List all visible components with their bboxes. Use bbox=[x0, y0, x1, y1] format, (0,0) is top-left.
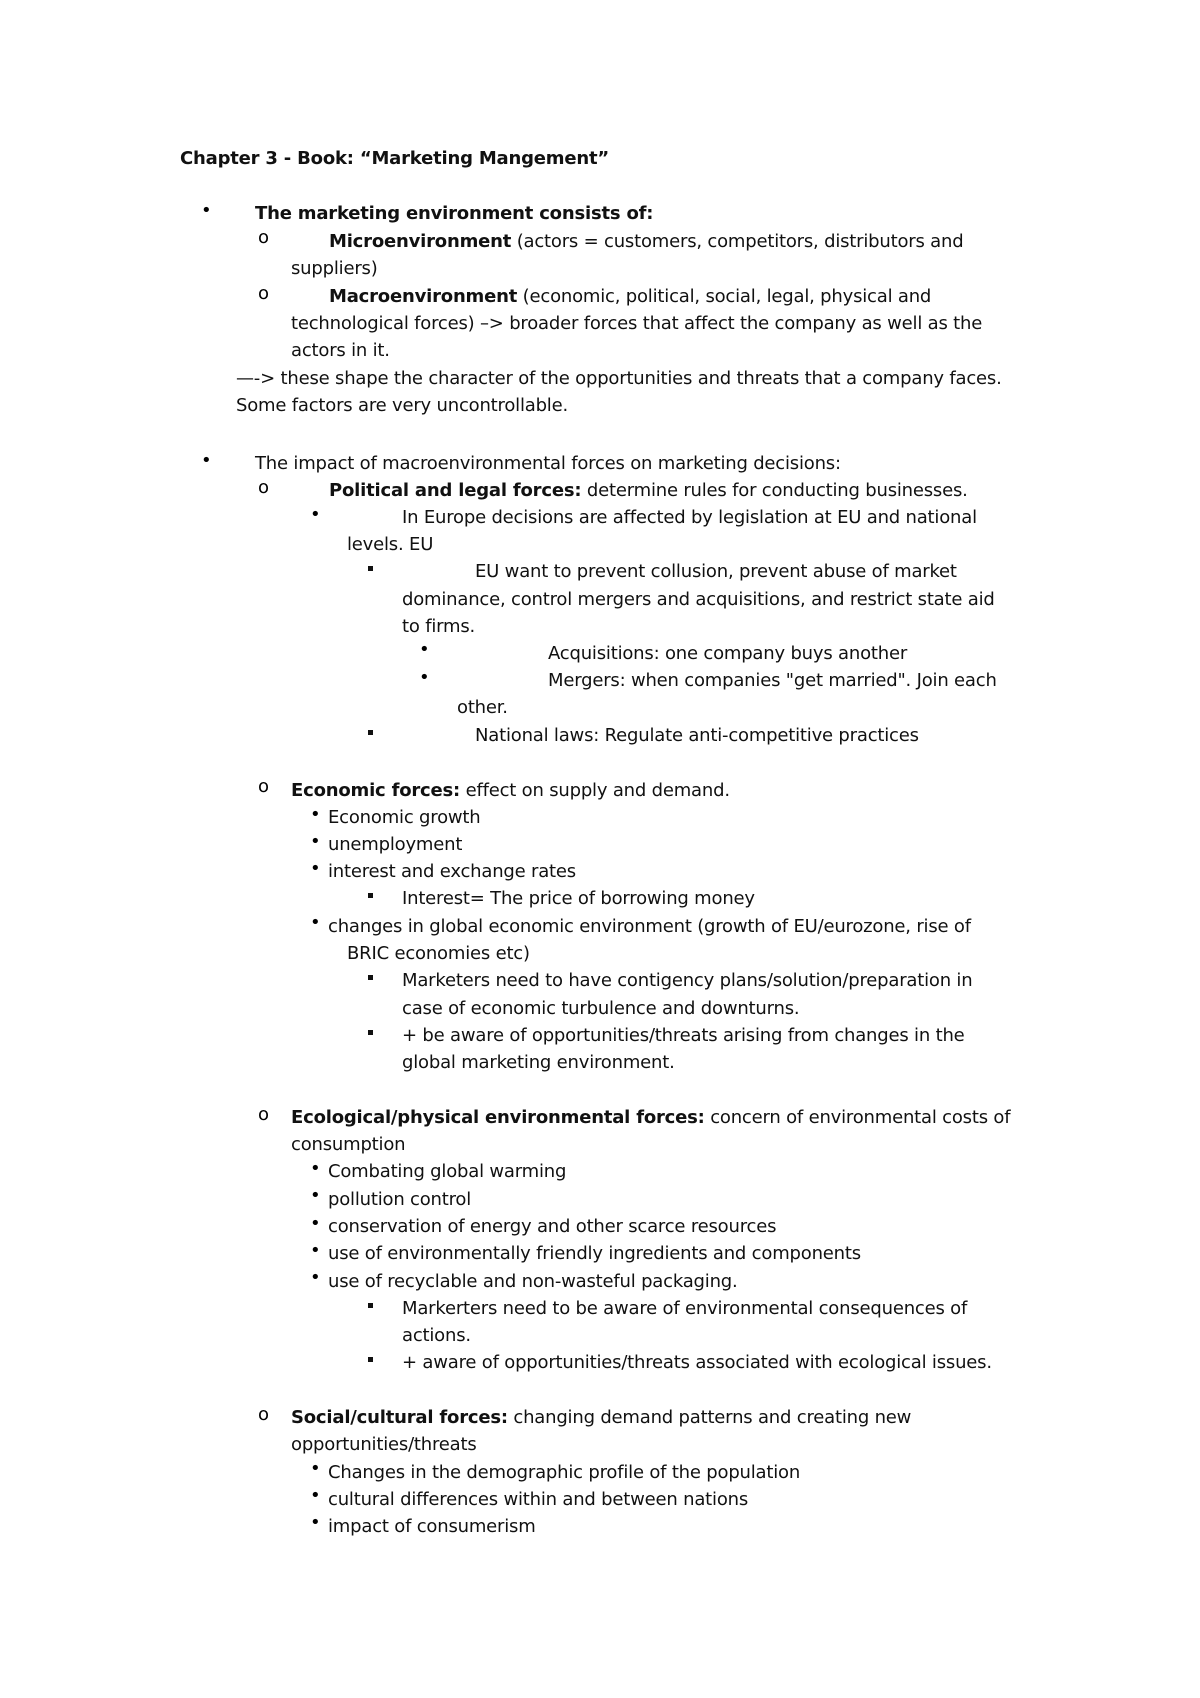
bullet-circle: o bbox=[258, 1404, 269, 1425]
term-label: Ecological/physical environmental forces: bbox=[291, 1107, 705, 1128]
list-item: interest and exchange rates bbox=[328, 861, 576, 882]
bullet-disc: • bbox=[201, 200, 212, 221]
bullet-disc: • bbox=[310, 1213, 321, 1234]
bullet-square bbox=[368, 1030, 373, 1035]
bullet-disc: • bbox=[310, 804, 321, 825]
bullet-square bbox=[368, 1303, 373, 1308]
bullet-disc: • bbox=[310, 1512, 321, 1533]
bullet-disc: • bbox=[310, 912, 321, 933]
bullet-circle: o bbox=[258, 477, 269, 498]
list-item: use of environmentally friendly ingredients and components bbox=[328, 1243, 861, 1264]
list-item: Combating global warming bbox=[328, 1161, 567, 1182]
list-item: Social/cultural forces: changing demand patterns and creating new bbox=[291, 1407, 912, 1428]
section-heading: The marketing environment consists of: bbox=[255, 203, 654, 224]
list-item: use of recyclable and non-wasteful packaging. bbox=[328, 1271, 738, 1292]
list-item-continuation: actions. bbox=[402, 1325, 471, 1346]
bullet-disc: • bbox=[310, 1158, 321, 1179]
list-item: Microenvironment (actors = customers, competitors, distributors and bbox=[329, 231, 964, 252]
bullet-disc: • bbox=[419, 639, 430, 660]
bullet-circle: o bbox=[258, 776, 269, 797]
list-item: changes in global economic environment (growth of EU/eurozone, rise of bbox=[328, 916, 971, 937]
list-item-continuation: technological forces) –> broader forces that affect the company as well as the bbox=[291, 313, 983, 334]
list-item: Marketers need to have contigency plans/solution/preparation in bbox=[402, 970, 973, 991]
list-item: Ecological/physical environmental forces: concern of environmental costs of bbox=[291, 1107, 1011, 1128]
bullet-disc: • bbox=[310, 504, 321, 525]
bullet-disc: • bbox=[310, 1485, 321, 1506]
list-item: Economic forces: effect on supply and demand. bbox=[291, 780, 730, 801]
bullet-disc: • bbox=[201, 450, 212, 471]
bullet-circle: o bbox=[258, 227, 269, 248]
bullet-disc: • bbox=[310, 1185, 321, 1206]
bullet-square bbox=[368, 1357, 373, 1362]
bullet-disc: • bbox=[310, 831, 321, 852]
list-item-continuation: actors in it. bbox=[291, 340, 390, 361]
list-item: Macroenvironment (economic, political, social, legal, physical and bbox=[329, 286, 932, 307]
list-item: Political and legal forces: determine rules for conducting businesses. bbox=[329, 480, 968, 501]
list-item: + aware of opportunities/threats associated with ecological issues. bbox=[402, 1352, 992, 1373]
list-item: National laws: Regulate anti-competitive practices bbox=[475, 725, 919, 746]
bullet-disc: • bbox=[310, 1267, 321, 1288]
list-item: In Europe decisions are affected by legislation at EU and national bbox=[402, 507, 977, 528]
list-item: Economic growth bbox=[328, 807, 481, 828]
list-item: pollution control bbox=[328, 1189, 472, 1210]
note-line: Some factors are very uncontrollable. bbox=[236, 395, 568, 416]
list-item: + be aware of opportunities/threats arising from changes in the bbox=[402, 1025, 965, 1046]
list-item-continuation: levels. EU bbox=[347, 534, 434, 555]
list-item: unemployment bbox=[328, 834, 463, 855]
list-item-continuation: suppliers) bbox=[291, 258, 378, 279]
bullet-circle: o bbox=[258, 283, 269, 304]
list-item-continuation: opportunities/threats bbox=[291, 1434, 477, 1455]
bullet-circle: o bbox=[258, 1104, 269, 1125]
list-item: Interest= The price of borrowing money bbox=[402, 888, 755, 909]
bullet-disc: • bbox=[419, 667, 430, 688]
document-title: Chapter 3 - Book: “Marketing Mangement” bbox=[180, 148, 610, 169]
list-item-continuation: BRIC economies etc) bbox=[347, 943, 530, 964]
term-label: Economic forces: bbox=[291, 780, 461, 801]
list-item-continuation: other. bbox=[457, 697, 508, 718]
bullet-disc: • bbox=[310, 1458, 321, 1479]
term-label: Macroenvironment bbox=[329, 286, 518, 307]
term-label: Social/cultural forces: bbox=[291, 1407, 508, 1428]
list-item-continuation: to firms. bbox=[402, 616, 476, 637]
section-heading: The impact of macroenvironmental forces on marketing decisions: bbox=[255, 453, 841, 474]
term-label: Political and legal forces: bbox=[329, 480, 582, 501]
list-item: EU want to prevent collusion, prevent abuse of market bbox=[475, 561, 957, 582]
list-item-continuation: consumption bbox=[291, 1134, 406, 1155]
list-item: cultural differences within and between nations bbox=[328, 1489, 749, 1510]
bullet-square bbox=[368, 566, 373, 571]
bullet-square bbox=[368, 975, 373, 980]
list-item-continuation: dominance, control mergers and acquisitions, and restrict state aid bbox=[402, 589, 995, 610]
term-label: Microenvironment bbox=[329, 231, 512, 252]
bullet-square bbox=[368, 893, 373, 898]
bullet-square bbox=[368, 730, 373, 735]
list-item: Acquisitions: one company buys another bbox=[548, 643, 908, 664]
list-item: conservation of energy and other scarce resources bbox=[328, 1216, 777, 1237]
note-line: —-> these shape the character of the opportunities and threats that a company faces. bbox=[236, 368, 1002, 389]
list-item: impact of consumerism bbox=[328, 1516, 536, 1537]
list-item: Mergers: when companies "get married". Join each bbox=[548, 670, 997, 691]
list-item-continuation: case of economic turbulence and downturns. bbox=[402, 998, 800, 1019]
list-item: Changes in the demographic profile of the population bbox=[328, 1462, 801, 1483]
list-item: Markerters need to be aware of environmental consequences of bbox=[402, 1298, 968, 1319]
list-item-continuation: global marketing environment. bbox=[402, 1052, 675, 1073]
bullet-disc: • bbox=[310, 858, 321, 879]
bullet-disc: • bbox=[310, 1240, 321, 1261]
